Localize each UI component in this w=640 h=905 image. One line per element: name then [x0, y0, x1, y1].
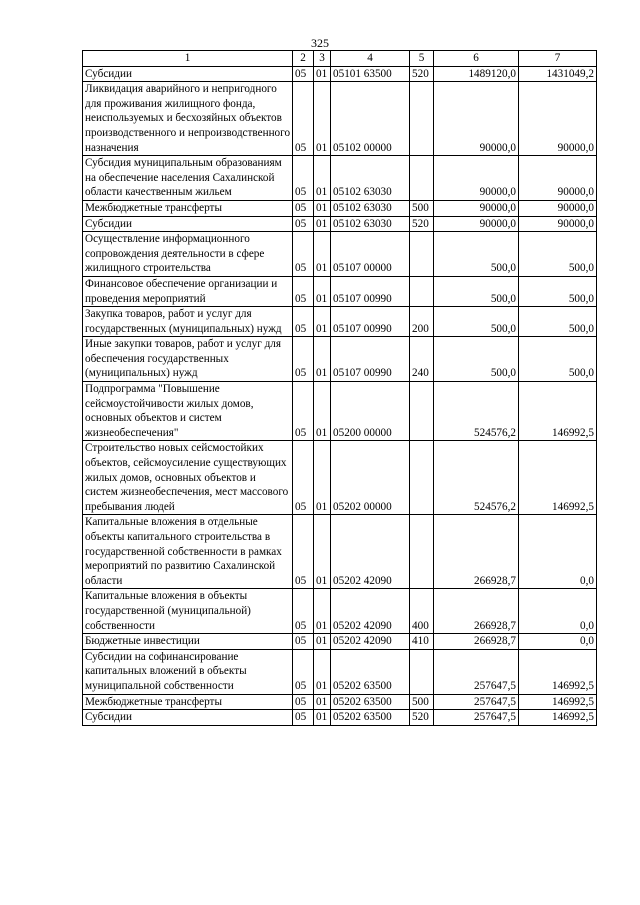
row-name-cell: Капитальные вложения в отдельные объекты капитального строительства в государственной собственности в рамках мероприятий по развитию Сахалинской области [83, 515, 293, 589]
table-row [83, 441, 597, 515]
amount-col7-cell: 0,0 [519, 634, 597, 650]
section-code-cell: 05 [293, 82, 314, 156]
expense-type-cell [410, 515, 434, 589]
table-row [83, 307, 597, 337]
expense-type-cell: 520 [410, 66, 434, 82]
expense-type-cell: 410 [410, 634, 434, 650]
section-code-cell: 05 [293, 515, 314, 589]
expense-type-cell [410, 232, 434, 277]
expense-type-cell [410, 441, 434, 515]
amount-col6-cell: 90000,0 [434, 82, 519, 156]
subsection-code-cell: 01 [314, 66, 331, 82]
amount-col7-cell: 500,0 [519, 276, 597, 306]
section-code-cell: 05 [293, 694, 314, 710]
target-article-cell: 05202 42090 [331, 634, 410, 650]
amount-col7-cell: 146992,5 [519, 441, 597, 515]
row-name-cell: Ликвидация аварийного и непригодного для проживания жилищного фонда, неиспользуемых и бесхозяйных объектов производственного и непроизводственного назначения [83, 82, 293, 156]
row-name-cell: Субсидии на софинансирование капитальных вложений в объекты муниципальной собственности [83, 649, 293, 694]
target-article-cell: 05200 00000 [331, 382, 410, 441]
section-code-cell: 05 [293, 710, 314, 726]
amount-col7-cell: 146992,5 [519, 382, 597, 441]
table-row [83, 382, 597, 441]
target-article-cell: 05101 63500 [331, 66, 410, 82]
target-article-cell: 05202 42090 [331, 515, 410, 589]
amount-col7-cell: 1431049,2 [519, 66, 597, 82]
amount-col6-cell: 257647,5 [434, 710, 519, 726]
section-code-cell: 05 [293, 634, 314, 650]
expense-type-cell [410, 82, 434, 156]
amount-col6-cell: 90000,0 [434, 200, 519, 216]
subsection-code-cell: 01 [314, 216, 331, 232]
subsection-code-cell: 01 [314, 307, 331, 337]
amount-col7-cell: 500,0 [519, 232, 597, 277]
section-code-cell: 05 [293, 307, 314, 337]
section-code-cell: 05 [293, 200, 314, 216]
subsection-code-cell: 01 [314, 649, 331, 694]
amount-col6-cell: 266928,7 [434, 589, 519, 634]
expense-type-cell: 520 [410, 710, 434, 726]
header-cell: 7 [519, 51, 597, 67]
table-row [83, 694, 597, 710]
subsection-code-cell: 01 [314, 441, 331, 515]
subsection-code-cell: 01 [314, 337, 331, 382]
amount-col7-cell: 146992,5 [519, 710, 597, 726]
subsection-code-cell: 01 [314, 200, 331, 216]
target-article-cell: 05202 63500 [331, 694, 410, 710]
row-name-cell: Подпрограмма "Повышение сейсмоустойчивости жилых домов, основных объектов и систем жизнеобеспечения" [83, 382, 293, 441]
subsection-code-cell: 01 [314, 589, 331, 634]
target-article-cell: 05107 00000 [331, 232, 410, 277]
header-cell: 4 [331, 51, 410, 67]
target-article-cell: 05102 63030 [331, 200, 410, 216]
row-name-cell: Осуществление информационного сопровождения деятельности в сфере жилищного строительства [83, 232, 293, 277]
target-article-cell: 05102 00000 [331, 82, 410, 156]
table-row [83, 82, 597, 156]
row-name-cell: Субсидии [83, 710, 293, 726]
subsection-code-cell: 01 [314, 156, 331, 201]
section-code-cell: 05 [293, 276, 314, 306]
section-code-cell: 05 [293, 649, 314, 694]
subsection-code-cell: 01 [314, 694, 331, 710]
section-code-cell: 05 [293, 216, 314, 232]
amount-col6-cell: 524576,2 [434, 382, 519, 441]
table-row [83, 634, 597, 650]
header-cell: 2 [293, 51, 314, 67]
header-cell: 3 [314, 51, 331, 67]
expense-type-cell [410, 156, 434, 201]
amount-col7-cell: 0,0 [519, 515, 597, 589]
header-cell: 5 [410, 51, 434, 67]
expense-type-cell [410, 276, 434, 306]
row-name-cell: Межбюджетные трансферты [83, 200, 293, 216]
header-cell: 1 [83, 51, 293, 67]
amount-col7-cell: 146992,5 [519, 649, 597, 694]
amount-col7-cell: 90000,0 [519, 156, 597, 201]
table-row [83, 156, 597, 201]
amount-col6-cell: 257647,5 [434, 649, 519, 694]
expense-type-cell [410, 649, 434, 694]
expense-type-cell: 500 [410, 200, 434, 216]
expense-type-cell: 200 [410, 307, 434, 337]
amount-col7-cell: 500,0 [519, 307, 597, 337]
section-code-cell: 05 [293, 382, 314, 441]
table-row [83, 589, 597, 634]
table-body [83, 51, 597, 726]
amount-col6-cell: 266928,7 [434, 634, 519, 650]
target-article-cell: 05202 63500 [331, 649, 410, 694]
subsection-code-cell: 01 [314, 515, 331, 589]
target-article-cell: 05202 00000 [331, 441, 410, 515]
row-name-cell: Субсидия муниципальным образованиям на обеспечение населения Сахалинской области качественным жильем [83, 156, 293, 201]
row-name-cell: Субсидии [83, 216, 293, 232]
amount-col6-cell: 524576,2 [434, 441, 519, 515]
target-article-cell: 05102 63030 [331, 156, 410, 201]
section-code-cell: 05 [293, 66, 314, 82]
page-number: 325 [311, 36, 329, 50]
table-row [83, 337, 597, 382]
subsection-code-cell: 01 [314, 634, 331, 650]
amount-col7-cell: 0,0 [519, 589, 597, 634]
section-code-cell: 05 [293, 232, 314, 277]
subsection-code-cell: 01 [314, 82, 331, 156]
expense-type-cell [410, 382, 434, 441]
subsection-code-cell: 01 [314, 276, 331, 306]
amount-col7-cell: 90000,0 [519, 216, 597, 232]
section-code-cell: 05 [293, 441, 314, 515]
table-row [83, 216, 597, 232]
table-row [83, 200, 597, 216]
budget-table [82, 50, 597, 726]
target-article-cell: 05202 42090 [331, 589, 410, 634]
amount-col6-cell: 1489120,0 [434, 66, 519, 82]
section-code-cell: 05 [293, 337, 314, 382]
amount-col6-cell: 500,0 [434, 232, 519, 277]
amount-col6-cell: 500,0 [434, 307, 519, 337]
amount-col6-cell: 90000,0 [434, 156, 519, 201]
table-row [83, 66, 597, 82]
expense-type-cell: 400 [410, 589, 434, 634]
amount-col7-cell: 146992,5 [519, 694, 597, 710]
row-name-cell: Иные закупки товаров, работ и услуг для обеспечения государственных (муниципальных) нужд [83, 337, 293, 382]
section-code-cell: 05 [293, 589, 314, 634]
amount-col7-cell: 90000,0 [519, 82, 597, 156]
subsection-code-cell: 01 [314, 710, 331, 726]
amount-col7-cell: 90000,0 [519, 200, 597, 216]
amount-col6-cell: 257647,5 [434, 694, 519, 710]
row-name-cell: Закупка товаров, работ и услуг для государственных (муниципальных) нужд [83, 307, 293, 337]
amount-col7-cell: 500,0 [519, 337, 597, 382]
section-code-cell: 05 [293, 156, 314, 201]
row-name-cell: Бюджетные инвестиции [83, 634, 293, 650]
table-row [83, 515, 597, 589]
table-header-row [83, 51, 597, 67]
row-name-cell: Строительство новых сейсмостойких объектов, сейсмоусиление существующих жилых домов, основных объектов и систем жизнеобеспечения, мест массового пребывания людей [83, 441, 293, 515]
expense-type-cell: 500 [410, 694, 434, 710]
target-article-cell: 05102 63030 [331, 216, 410, 232]
target-article-cell: 05107 00990 [331, 276, 410, 306]
expense-type-cell: 240 [410, 337, 434, 382]
amount-col6-cell: 266928,7 [434, 515, 519, 589]
target-article-cell: 05107 00990 [331, 307, 410, 337]
row-name-cell: Межбюджетные трансферты [83, 694, 293, 710]
table-row [83, 710, 597, 726]
row-name-cell: Финансовое обеспечение организации и проведения мероприятий [83, 276, 293, 306]
target-article-cell: 05107 00990 [331, 337, 410, 382]
row-name-cell: Капитальные вложения в объекты государственной (муниципальной) собственности [83, 589, 293, 634]
amount-col6-cell: 500,0 [434, 276, 519, 306]
header-cell: 6 [434, 51, 519, 67]
amount-col6-cell: 500,0 [434, 337, 519, 382]
subsection-code-cell: 01 [314, 382, 331, 441]
table-row [83, 232, 597, 277]
expense-type-cell: 520 [410, 216, 434, 232]
amount-col6-cell: 90000,0 [434, 216, 519, 232]
table-row [83, 649, 597, 694]
subsection-code-cell: 01 [314, 232, 331, 277]
row-name-cell: Субсидии [83, 66, 293, 82]
table-row [83, 276, 597, 306]
target-article-cell: 05202 63500 [331, 710, 410, 726]
